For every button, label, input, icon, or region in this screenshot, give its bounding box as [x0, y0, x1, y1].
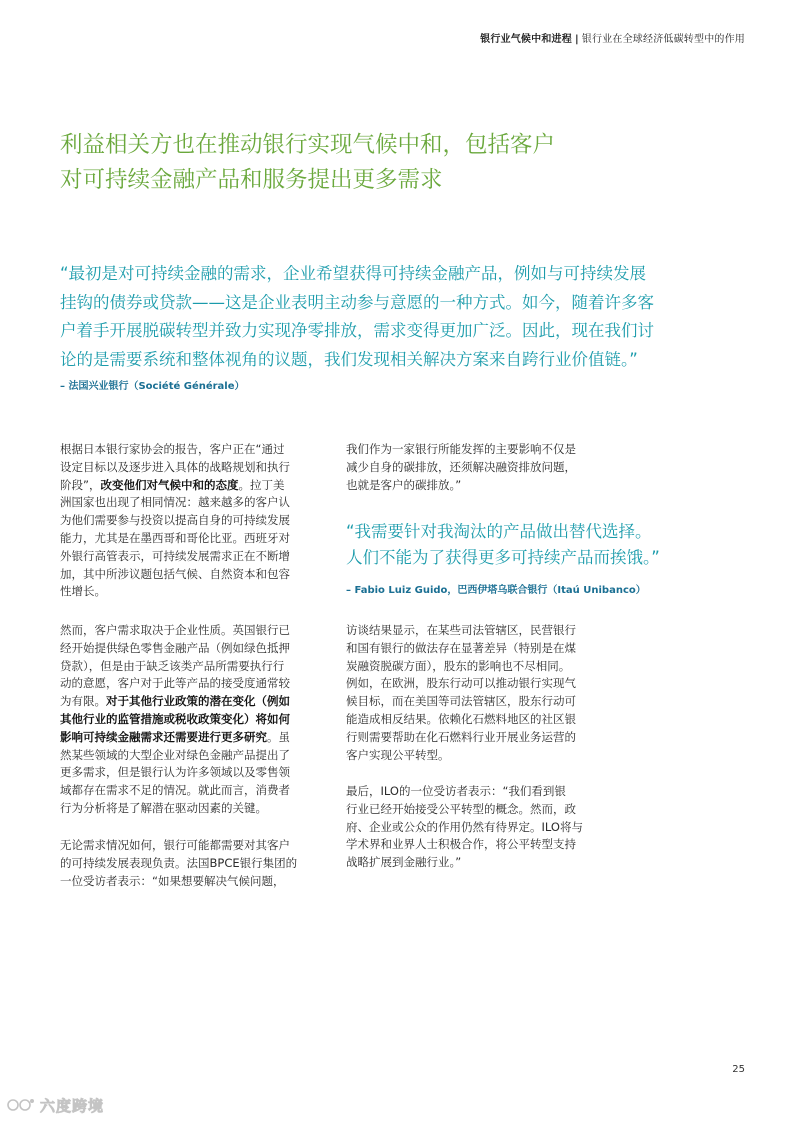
text-line: 无论需求情况如何，银行可能都需要对其客户 [60, 838, 290, 852]
text-line: 经开始提供绿色零售金融产品（例如绿色抵押 [60, 640, 290, 655]
text-line: 行业已经开始接受公平转型的概念。然而，政 [346, 801, 576, 816]
text-line: 炭融资脱碳方面），股东的影响也不尽相同。 [346, 658, 571, 673]
watermark [6, 1094, 104, 1116]
right-column-paragraph-3 [346, 783, 616, 872]
text-line: 加，其中所涉议题包括气候、自然资本和包容 [60, 566, 290, 581]
page-heading [60, 128, 680, 198]
header-subtitle: 银行业在全球经济低碳转型中的作用 [581, 34, 745, 45]
left-column-paragraph-3 [60, 837, 330, 890]
right-column-paragraph-2 [346, 622, 616, 764]
text-line: 洲国家也出现了相同情况：越来越多的客户认 [60, 495, 290, 510]
text-line: 根据日本银行家协会的报告，客户正在“通过 [60, 442, 285, 456]
text-line: 也就是客户的碳排放。” [346, 477, 462, 492]
inline-quote-line: “我需要针对我淘汰的产品做出替代选择。 [346, 522, 652, 541]
right-column-paragraph-1 [346, 441, 616, 494]
emphasis-text: 对于其他行业政策的潜在变化（例如 [106, 694, 290, 709]
text-line: 更多需求，但是银行认为许多领域以及零售领 [60, 765, 290, 780]
text-line: 减少自身的碳排放，还须解决融资排放问题， [346, 459, 576, 474]
inline-quote-line: 人们不能为了获得更多可持续产品而挨饿。” [346, 547, 660, 567]
text-line: 战略扩展到金融行业。” [346, 855, 462, 870]
left-column-paragraph-2 [60, 622, 330, 818]
inline-quote [346, 519, 746, 570]
pull-quote-attribution: – 法国兴业银行（Société Générale） [60, 381, 245, 392]
text-line: 行为分析将是了解潜在驱动因素的关键。 [60, 800, 267, 815]
inline-quote-attribution: – Fabio Luiz Guido，巴西伊塔乌联合银行（Itaú Unibanco） [346, 585, 646, 596]
text-line: 客户实现公平转型。 [346, 747, 450, 762]
text-line: 外银行高管表示，可持续发展需求正在不断增 [60, 548, 290, 563]
pull-quote-line: 挂钩的债券或贷款——这是企业表明主动参与意愿的一种方式。如今，随着许多客 [60, 292, 654, 312]
text-line: 。虽 [267, 729, 290, 744]
pull-quote-line: 论的是需要系统和整体视角的议题，我们发现相关解决方案来自跨行业价值链。” [60, 349, 638, 369]
text-line: 为有限。 [60, 694, 106, 709]
text-line: 域都存在需求不足的情况。就此而言，消费者 [60, 783, 290, 798]
text-line: 我们作为一家银行所能发挥的主要影响不仅是 [346, 442, 576, 456]
emphasis-text: 影响可持续金融需求还需要进行更多研究 [60, 729, 267, 744]
text-line: 行则需要帮助在化石燃料行业开展业务运营的 [346, 729, 576, 744]
text-line: 能造成相反结果。依赖化石燃料地区的社区银 [346, 711, 576, 726]
heading-line: 对可持续金融产品和服务提出更多需求 [60, 167, 443, 193]
text-line: 一位受访者表示：“如果想要解决气候问题， [60, 873, 285, 888]
pull-quote [60, 260, 740, 374]
pull-quote-line: “最初是对可持续金融的需求，企业希望获得可持续金融产品，例如与可持续发展 [60, 264, 647, 283]
text-line: 为他们需要参与投资以提高自身的可持续发展 [60, 513, 290, 528]
page-number: 25 [732, 1064, 745, 1075]
text-line: 访谈结果显示，在某些司法管辖区，民营银行 [346, 623, 576, 637]
watermark-logo-icon [6, 1096, 36, 1114]
text-line: 阶段”， [60, 477, 101, 492]
left-column-paragraph-1 [60, 441, 330, 601]
text-line: 然某些领域的大型企业对绿色金融产品提出了 [60, 747, 290, 762]
text-line: 和国有银行的做法存在显著差异（特别是在煤 [346, 640, 576, 655]
text-line: 能力，尤其是在墨西哥和哥伦比亚。西班牙对 [60, 530, 290, 545]
running-header [480, 30, 745, 45]
text-line: 的可持续发展表现负责。法国BPCE银行集团的 [60, 855, 298, 870]
text-line: 候目标，而在美国等司法管辖区，股东行动可 [346, 694, 576, 709]
text-line: 性增长。 [60, 584, 106, 599]
text-line: 府、企业或公众的作用仍然有待界定。ILO将与 [346, 819, 583, 834]
text-line: 学术界和业界人士积极合作，将公平转型支持 [346, 837, 576, 852]
text-line: 动的意愿，客户对于此等产品的接受度通常较 [60, 676, 290, 691]
heading-line: 利益相关方也在推动银行实现气候中和，包括客户 [60, 132, 556, 158]
text-line: 然而，客户需求取决于企业性质。英国银行已 [60, 623, 290, 637]
text-line: 。拉丁美 [238, 477, 285, 492]
text-line: 贷款），但是由于缺乏该类产品所需要执行行 [60, 658, 285, 673]
header-separator: | [574, 34, 579, 45]
emphasis-text: 其他行业的监管措施或税收政策变化）将如何 [60, 711, 290, 726]
emphasis-text: 改变他们对气候中和的态度 [100, 477, 239, 492]
text-line: 最后，ILO的一位受访者表示：“我们看到银 [346, 784, 566, 798]
text-line: 设定目标以及逐步进入具体的战略规划和执行 [60, 459, 290, 474]
header-section-title: 银行业气候中和进程 [480, 34, 572, 45]
watermark-text: 六度跨境 [40, 1096, 105, 1115]
text-line: 例如，在欧洲，股东行动可以推动银行实现气 [346, 676, 576, 691]
pull-quote-line: 户着手开展脱碳转型并致力实现净零排放，需求变得更加广泛。因此，现在我们讨 [60, 321, 654, 340]
